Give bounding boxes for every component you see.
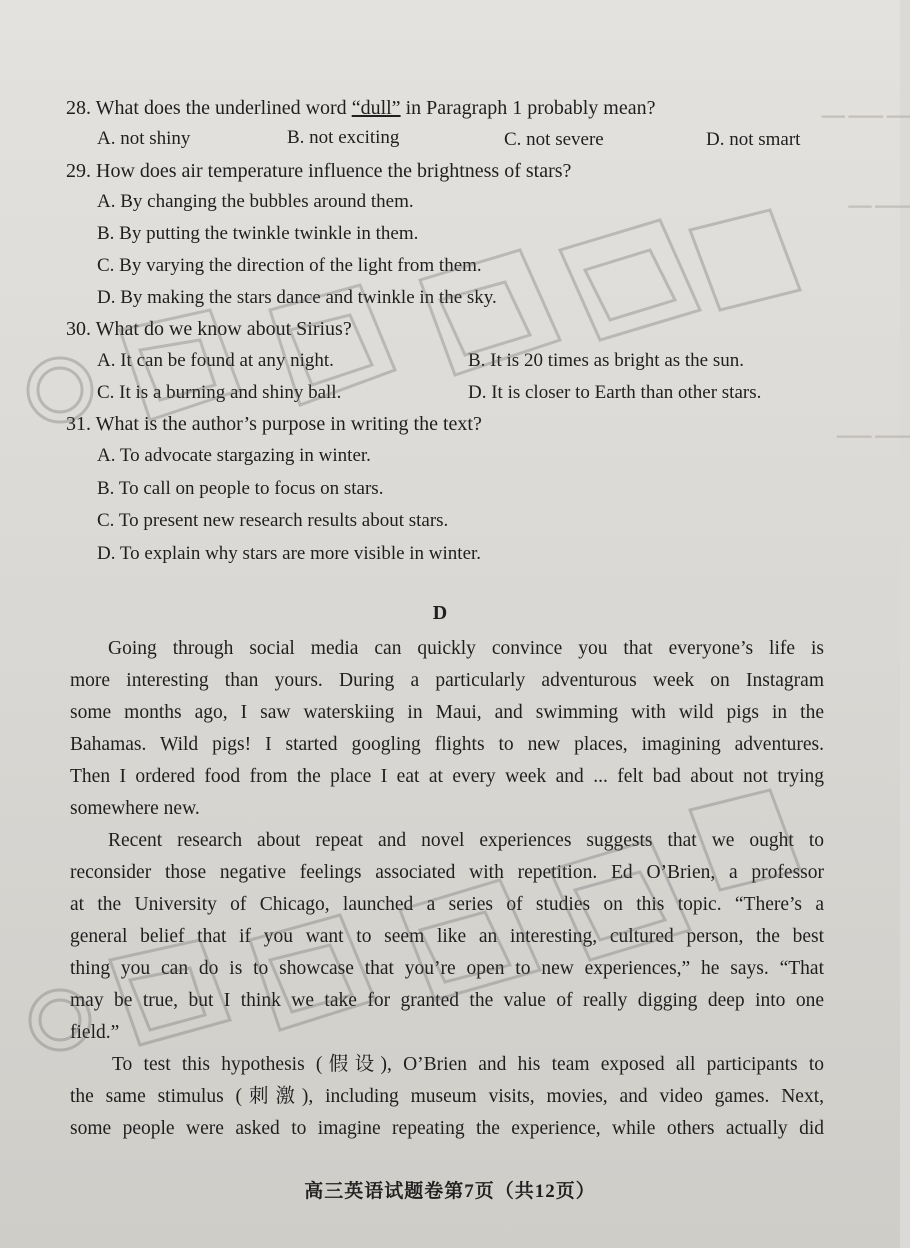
q29-option-c: C. By varying the direction of the light from them. xyxy=(97,255,482,276)
q29-option-b: B. By putting the twinkle twinkle in them. xyxy=(97,223,419,244)
paragraph-2-line: field.” xyxy=(70,1022,120,1043)
paragraph-3-line: some people were asked to imagine repeating the experience, while others actually did xyxy=(70,1118,824,1139)
q31-option-c: C. To present new research results about stars. xyxy=(97,510,449,531)
section-title: D xyxy=(432,602,448,624)
q31-option-d: D. To explain why stars are more visible in winter. xyxy=(97,543,482,564)
show-through-text: ▁▁▁ ▁▁ xyxy=(848,192,910,208)
q30-option-b: B. It is 20 times as bright as the sun. xyxy=(468,350,745,371)
paragraph-1-line: some months ago, I saw waterskiing in Maui, and swimming with wild pigs in the xyxy=(70,702,824,723)
paragraph-2-line: thing you can do is to showcase that you’re open to new experiences,” he says. “That xyxy=(70,958,824,979)
paragraph-2-line: may be true, but I think we take for granted the value of really digging deep into one xyxy=(70,990,824,1011)
q29-option-a: A. By changing the bubbles around them. xyxy=(97,191,414,212)
question-30-stem: 30. What do we know about Sirius? xyxy=(66,318,352,340)
q31-option-a: A. To advocate stargazing in winter. xyxy=(97,445,371,466)
paragraph-1-line: Then I ordered food from the place I eat at every week and ... felt bad about not trying xyxy=(70,766,824,787)
paragraph-2-line: reconsider those negative feelings associated with repetition. Ed O’Brien, a professor xyxy=(70,862,824,883)
paragraph-3-line: To test this hypothesis (假设), O’Brien and his team exposed all participants to xyxy=(112,1054,824,1075)
q30-option-a: A. It can be found at any night. xyxy=(97,350,334,371)
page-footer: 高三英语试题卷第7页（共12页） xyxy=(304,1181,596,1202)
question-29-stem: 29. How does air temperature influence the brightness of stars? xyxy=(66,160,572,182)
paragraph-2-line: general belief that if you want to seem like an interesting, cultured person, the best xyxy=(70,926,824,947)
q28-option-b: B. not exciting xyxy=(287,127,400,148)
q28-option-c: C. not severe xyxy=(504,129,604,150)
q30-option-d: D. It is closer to Earth than other stars. xyxy=(468,382,762,403)
paragraph-1-line: more interesting than yours. During a particularly adventurous week on Instagram xyxy=(70,670,824,691)
paragraph-1-line: Bahamas. Wild pigs! I started googling flights to new places, imagining adventures. xyxy=(70,734,824,755)
paragraph-2-line: Recent research about repeat and novel experiences suggests that we ought to xyxy=(108,830,824,851)
show-through-text: ▁▁ ▁▁▁ ▁▁ xyxy=(821,102,910,118)
q28-option-a: A. not shiny xyxy=(97,128,191,149)
q31-option-b: B. To call on people to focus on stars. xyxy=(97,478,384,499)
q29-option-d: D. By making the stars dance and twinkle in the sky. xyxy=(97,287,497,308)
paragraph-1-line: Going through social media can quickly convince you that everyone’s life is xyxy=(108,638,824,659)
paragraph-2-line: at the University of Chicago, launched a series of studies on this topic. “There’s a xyxy=(70,894,824,915)
show-through-text: ▁▁▁ ▁▁▁ xyxy=(837,422,910,438)
paragraph-1-line: somewhere new. xyxy=(70,798,200,819)
paragraph-3-line: the same stimulus (刺激), including museum visits, movies, and video games. Next, xyxy=(70,1086,824,1107)
q30-option-c: C. It is a burning and shiny ball. xyxy=(97,382,342,403)
question-28-stem: 28. What does the underlined word “dull” in Paragraph 1 probably mean? xyxy=(66,97,656,119)
question-31-stem: 31. What is the author’s purpose in writing the text? xyxy=(66,413,482,435)
q28-option-d: D. not smart xyxy=(706,129,801,150)
underlined-word: “dull” xyxy=(351,97,401,119)
